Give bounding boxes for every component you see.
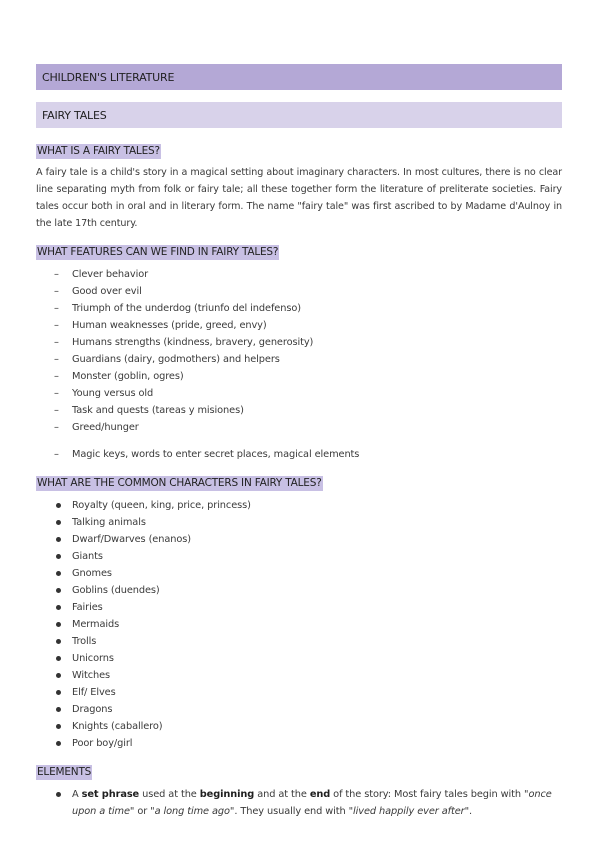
list-item: – Greed/hunger	[54, 422, 139, 433]
subtitle-banner	[36, 102, 562, 128]
list-item: A set phrase used at the beginning and at the end of the story: Most fairy tales begin with "once upon a time" or "a long time ago". They usually end with "lived happily ever after".	[36, 786, 562, 820]
title-text: CHILDREN'S LITERATURE	[42, 70, 175, 84]
list-item: Knights (caballero)	[36, 718, 562, 735]
list-item: Poor boy/girl	[36, 735, 562, 752]
bullet-icon	[56, 707, 61, 712]
list-item: – Good over evil	[54, 286, 142, 297]
bullet-icon	[56, 571, 61, 576]
title-banner	[36, 64, 562, 90]
list-item: – Magic keys, words to enter secret places, magical elements	[54, 449, 360, 460]
list-item: Dwarf/Dwarves (enanos)	[36, 531, 562, 548]
section-characters	[36, 471, 562, 752]
list-item: Royalty (queen, king, price, princess)	[36, 497, 562, 514]
list-item: – Task and quests (tareas y misiones)	[54, 405, 244, 416]
list-item: Witches	[36, 667, 562, 684]
bullet-icon	[56, 741, 61, 746]
bullet-icon	[56, 673, 61, 678]
section-what-is	[36, 139, 562, 232]
bullet-icon	[56, 554, 61, 559]
list-item: – Guardians (dairy, godmothers) and helpers	[54, 354, 280, 365]
list-item: – Young versus old	[54, 388, 154, 399]
list-item: Mermaids	[36, 616, 562, 633]
list-item: Fairies	[36, 599, 562, 616]
bullet-icon	[56, 520, 61, 525]
bullet-icon	[56, 656, 61, 661]
characters-list	[36, 497, 562, 752]
heading-elements: ELEMENTS	[37, 766, 92, 778]
heading-features: WHAT FEATURES CAN WE FIND IN FAIRY TALES?	[37, 246, 279, 258]
features-extra-list	[36, 446, 562, 463]
bullet-icon	[56, 792, 61, 797]
list-item: Dragons	[36, 701, 562, 718]
list-item: Goblins (duendes)	[36, 582, 562, 599]
bullet-icon	[56, 639, 61, 644]
bullet-icon	[56, 503, 61, 508]
document-page	[36, 64, 562, 820]
elements-list	[36, 786, 562, 820]
paragraph-what-is: A fairy tale is a child's story in a magical setting about imaginary characters. In most cultures, there is no clear line separating myth from folk or fairy tale; all these together form the literature of preliterate societies. Fairy tales occur both in oral and in literary form. The name "fairy tale" was first ascribed to by Madame d'Aulnoy in the late 17th century.	[36, 167, 562, 229]
list-item: – Human weaknesses (pride, greed, envy)	[54, 320, 267, 331]
list-item: – Triumph of the underdog (triunfo del indefenso)	[54, 303, 301, 314]
bullet-icon	[56, 588, 61, 593]
bullet-icon	[56, 605, 61, 610]
features-list	[36, 266, 562, 436]
section-features	[36, 240, 562, 463]
list-item: – Clever behavior	[54, 269, 149, 280]
bullet-icon	[56, 537, 61, 542]
bullet-icon	[56, 622, 61, 627]
bullet-icon	[56, 690, 61, 695]
list-item: Elf/ Elves	[36, 684, 562, 701]
list-item: Giants	[36, 548, 562, 565]
list-item: – Humans strengths (kindness, bravery, generosity)	[54, 337, 314, 348]
heading-what-is: WHAT IS A FAIRY TALES?	[37, 145, 160, 157]
list-item: Trolls	[36, 633, 562, 650]
section-elements	[36, 760, 562, 820]
list-item: Talking animals	[36, 514, 562, 531]
heading-characters: WHAT ARE THE COMMON CHARACTERS IN FAIRY TALES?	[37, 477, 322, 489]
subtitle-text: FAIRY TALES	[42, 108, 107, 122]
bullet-icon	[56, 724, 61, 729]
list-item: Gnomes	[36, 565, 562, 582]
list-item: – Monster (goblin, ogres)	[54, 371, 184, 382]
list-item: Unicorns	[36, 650, 562, 667]
